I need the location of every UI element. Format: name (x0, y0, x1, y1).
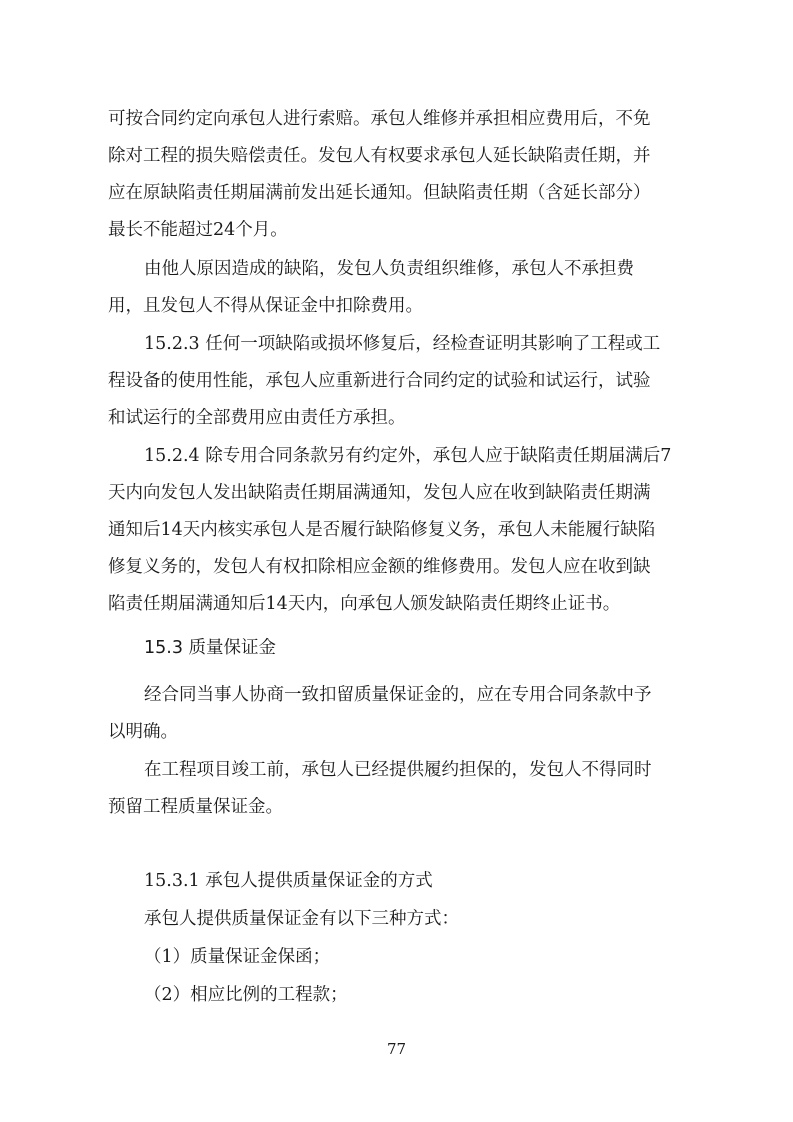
text-line: 由他人原因造成的缺陷，发包人负责组织维修，承包人不承担费 (144, 259, 634, 279)
text-line: 天内向发包人发出缺陷责任期届满通知，发包人应在收到缺陷责任期满 (108, 483, 651, 503)
text-line: 以明确。 (108, 722, 178, 742)
text-line: 应在原缺陷责任期届满前发出延长通知。但缺陷责任期（含延长部分） (108, 183, 651, 203)
text-line: 预留工程质量保证金。 (108, 797, 283, 817)
text-line: 经合同当事人协商一致扣留质量保证金的，应在专用合同条款中予 (144, 685, 652, 705)
text-line: 通知后14天内核实承包人是否履行缺陷修复义务，承包人未能履行缺陷 (108, 520, 656, 540)
list-item: （1）质量保证金保函； (144, 947, 331, 967)
text-line: 修复义务的，发包人有权扣除相应金额的维修费用。发包人应在收到缺 (108, 557, 651, 577)
clause-15-3-1: 15.3.1 承包人提供质量保证金的方式 (144, 871, 433, 891)
page-number: 77 (386, 1040, 407, 1058)
text-line: 除对工程的损失赔偿责任。发包人有权要求承包人延长缺陷责任期，并 (108, 146, 651, 166)
text-line: 和试运行的全部费用应由责任方承担。 (108, 408, 406, 428)
text-line: 用，且发包人不得从保证金中扣除费用。 (108, 296, 423, 316)
text-line: 最长不能超过24个月。 (108, 220, 288, 240)
text-line: 程设备的使用性能，承包人应重新进行合同约定的试验和试运行，试验 (108, 371, 651, 391)
text-line: 陷责任期届满通知后14天内，向承包人颁发缺陷责任期终止证书。 (108, 594, 621, 614)
text-line: 承包人提供质量保证金有以下三种方式： (144, 909, 459, 929)
list-item: （2）相应比例的工程款； (144, 985, 348, 1005)
text-line: 在工程项目竣工前，承包人已经提供履约担保的，发包人不得同时 (144, 760, 652, 780)
clause-15-2-3: 15.2.3 任何一项缺陷或损坏修复后，经检查证明其影响了工程或工 (144, 334, 661, 354)
text-line: 可按合同约定向承包人进行索赔。承包人维修并承担相应费用后，不免 (108, 109, 651, 129)
section-heading-15-3: 15.3 质量保证金 (144, 638, 277, 658)
clause-15-2-4: 15.2.4 除专用合同条款另有约定外，承包人应于缺陷责任期届满后7 (144, 446, 672, 466)
